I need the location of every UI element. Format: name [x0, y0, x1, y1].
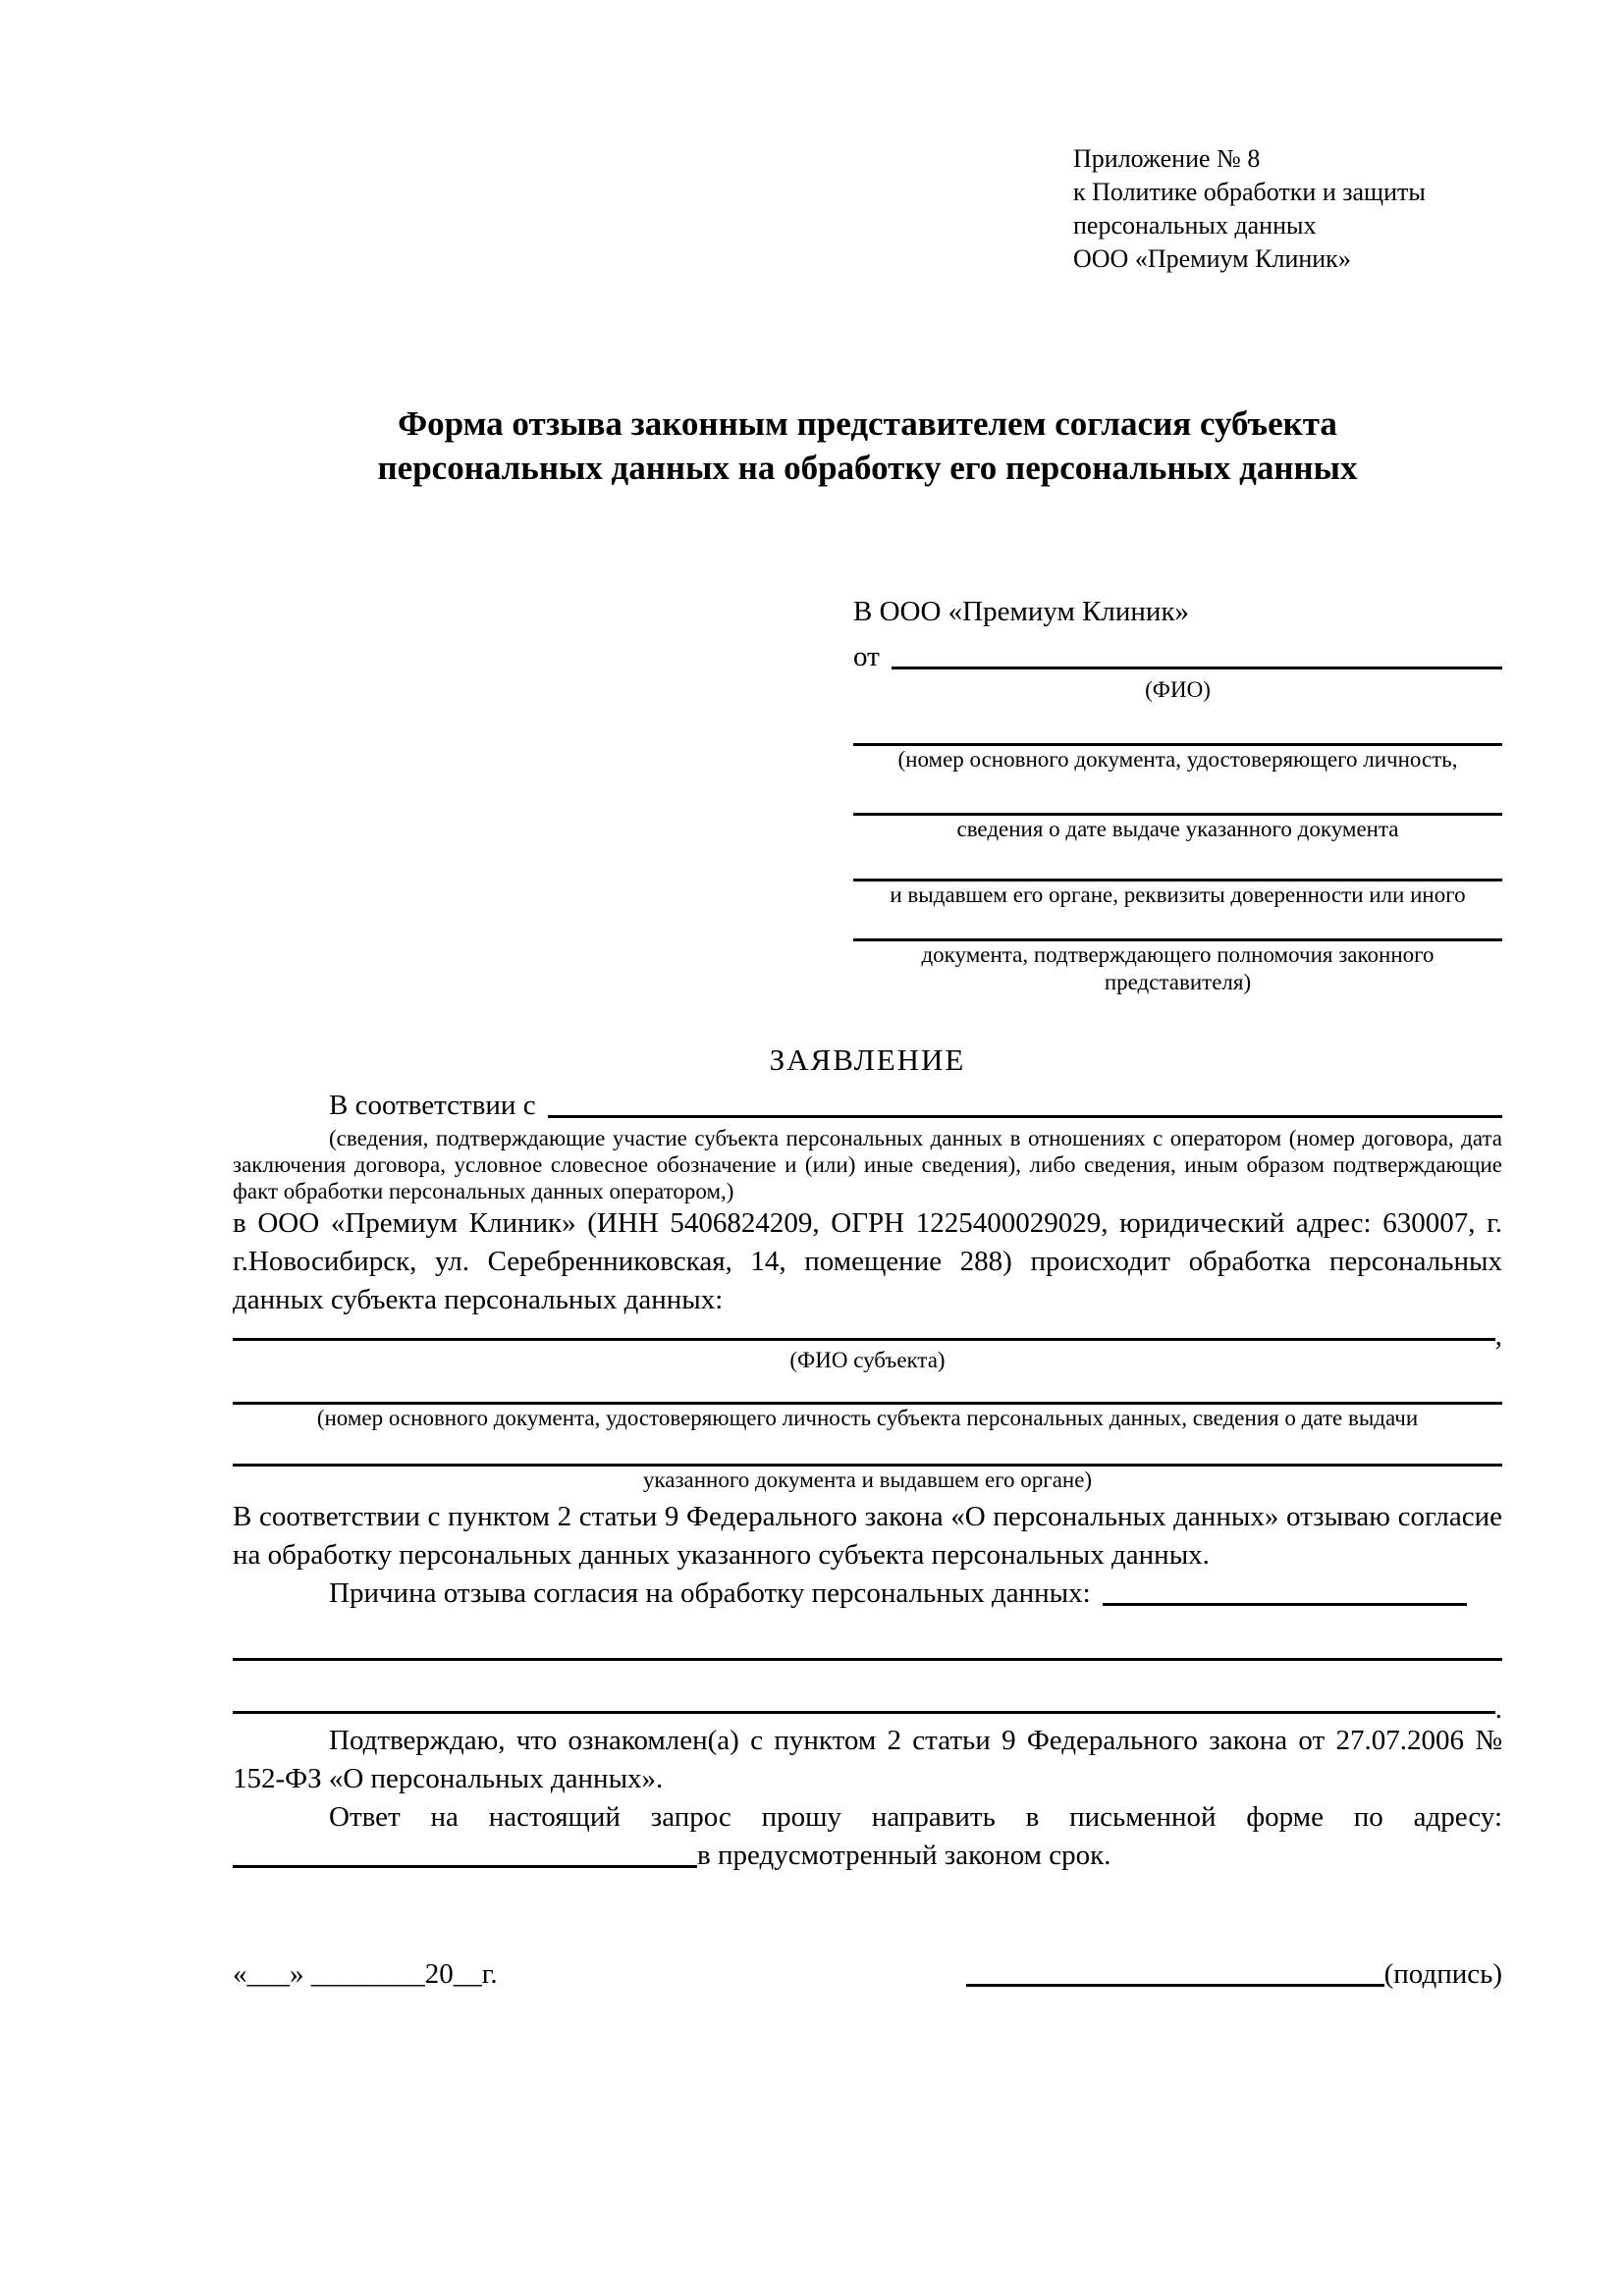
from-row	[853, 638, 1502, 676]
header-note-line-2: к Политике обработки и защиты	[1073, 178, 1426, 206]
subject-fio-row	[233, 1319, 1502, 1352]
confirm-paragraph: Подтверждаю, что ознакомлен(а) с пунктом 2 статьи 9 Федерального закона от 27.07.2006 № 152-ФЗ «О персональных данных».	[233, 1725, 1502, 1794]
signature-caption: (подпись)	[1383, 1958, 1502, 1990]
intro-blank-line	[548, 1115, 1502, 1118]
header-note	[1073, 142, 1502, 276]
representative-doc-caption-1: (номер основного документа, удостоверяющего личность,	[897, 747, 1458, 772]
from-blank-line	[892, 667, 1502, 669]
subject-doc-caption-2: указанного документа и выдавшем его органе)	[642, 1468, 1093, 1492]
header-note-line-3: персональных данных	[1073, 211, 1317, 240]
subject-doc-caption-1: (номер основного документа, удостоверяющего личность субъекта персональных данных, сведения о дате выдачи	[316, 1406, 1419, 1430]
from-label: от	[853, 641, 880, 672]
addressee-to: В ООО «Премиум Клиник»	[853, 596, 1190, 627]
header-note-line-1: Приложение № 8	[1073, 144, 1261, 173]
representative-doc-caption-4: документа, подтверждающего полномочия законного представителя)	[921, 942, 1435, 994]
document-title	[233, 401, 1502, 490]
title-line-2: персональных данных на обработку его персональных данных	[377, 449, 1358, 487]
reason-blank-line-2	[233, 1658, 1502, 1661]
signature-row	[233, 1955, 1502, 1994]
intro-row	[233, 1087, 1502, 1125]
fio-caption: (ФИО)	[1145, 677, 1211, 702]
fine-print-note: (сведения, подтверждающие участие субъекта персональных данных в отношениях с оператором (номер договора, дата заключения договора, условное словесное обозначение и (или) иные сведения), либо сведения, иным образом подтверждающие факт обработки персональных данных оператором,)	[233, 1126, 1502, 1203]
reason-label: Причина отзыва согласия на обработку персональных данных:	[329, 1577, 1091, 1609]
reply-address-row	[233, 1837, 1502, 1875]
addressee-block	[853, 593, 1502, 996]
reason-blank-line	[1103, 1603, 1467, 1606]
intro-label: В соответствии с	[329, 1090, 536, 1121]
reason-row	[233, 1575, 1502, 1613]
operator-paragraph: в ООО «Премиум Клиник» (ИНН 5406824209, ОГРН 1225400029029, юридический адрес: 630007, г. г.Новосибирск, ул. Серебренниковская, 14, помещение 288) происходит обработка персональных данных субъекта персональных данных:	[233, 1207, 1502, 1315]
withdraw-paragraph: В соответствии с пунктом 2 статьи 9 Федерального закона «О персональных данных» отзываю согласие на обработку персональных данных указанного субъекта персональных данных.	[233, 1501, 1502, 1571]
reason-blank-row-3	[233, 1692, 1502, 1725]
header-note-line-4: ООО «Премиум Клиник»	[1073, 244, 1351, 273]
date-blank: «___» ________20__г.	[233, 1958, 498, 1990]
subject-fio-caption: (ФИО субъекта)	[789, 1348, 946, 1372]
reason-blank-line-3	[233, 1711, 1495, 1714]
representative-doc-caption-2: сведения о дате выдаче указанного документа	[956, 817, 1399, 841]
signature-group	[966, 1955, 1502, 1994]
trailing-comma: ,	[1494, 1320, 1502, 1352]
statement-heading: ЗАЯВЛЕНИЕ	[769, 1042, 966, 1077]
signature-blank-line	[966, 1984, 1384, 1987]
subject-fio-blank-line	[233, 1338, 1495, 1341]
title-line-1: Форма отзыва законным представителем согласия субъекта	[398, 404, 1337, 443]
reply-request-paragraph: Ответ на настоящий запрос прошу направить в письменной форме по адресу:	[329, 1801, 1502, 1833]
address-blank-line	[233, 1865, 697, 1868]
trailing-period: .	[1494, 1693, 1502, 1725]
representative-doc-caption-3: и выдавшем его органе, реквизиты доверенности или иного	[890, 882, 1466, 907]
reply-tail: в предусмотренный законом срок.	[697, 1840, 1111, 1871]
